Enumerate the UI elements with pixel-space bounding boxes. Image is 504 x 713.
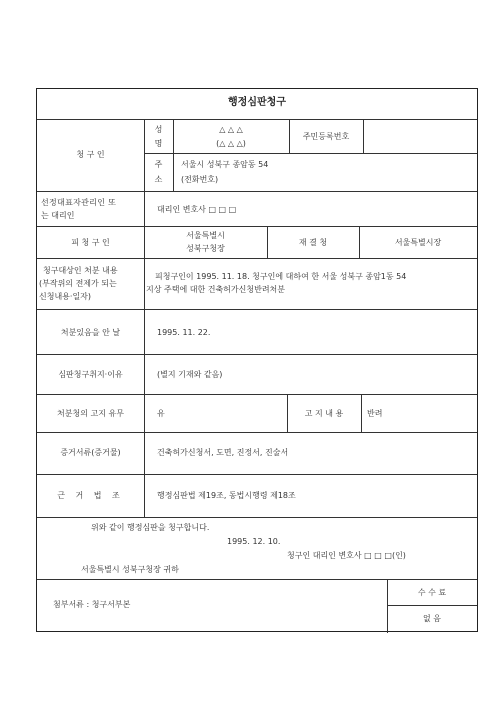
address-value: 서울시 성북구 종암동 54 <box>181 160 269 169</box>
respondent-value: 서울특별시 <box>186 231 225 240</box>
fee-value: 없 음 <box>423 614 441 623</box>
name-value: △ △ △ <box>219 125 243 134</box>
notice-content-value: 반려 <box>367 409 383 418</box>
notice-value: 유 <box>157 409 165 418</box>
row-divider <box>37 226 477 227</box>
authority-label: 재 결 청 <box>298 238 328 247</box>
signer-line: 청구인 대리인 변호사 □ □ □(인) <box>287 551 406 560</box>
col-divider <box>363 119 364 153</box>
form-title: 행정심판청구 <box>228 97 286 108</box>
authority-value: 서울특별시장 <box>394 238 442 247</box>
col-divider <box>361 394 362 432</box>
legal-basis-label: 근 거 법 조 <box>57 491 124 500</box>
address-label: 소 <box>154 175 163 184</box>
known-date-label: 처분있음을 안 날 <box>60 328 121 337</box>
known-date-value: 1995. 11. 22. <box>157 328 211 337</box>
representative-label: 선정대표자관리인 또 <box>41 198 117 207</box>
addressee-line: 서울특별시 성북구청장 귀하 <box>81 565 179 574</box>
name-label: 명 <box>154 139 163 148</box>
respondent-value: 성북구청장 <box>186 244 225 253</box>
representative-value: 대리인 변호사 □ □ □ <box>157 205 237 214</box>
claimant-label: 청 구 인 <box>76 150 105 159</box>
row-divider <box>37 432 477 433</box>
legal-basis-value: 행정심판법 제19조, 동법시행령 제18조 <box>157 491 296 500</box>
row-divider <box>37 258 477 259</box>
representative-label: 는 대리인 <box>41 211 75 220</box>
row-divider <box>37 119 477 120</box>
address-label: 주 <box>154 160 163 169</box>
subject-label: (부작위의 전제가 되는 <box>39 279 117 288</box>
row-divider <box>387 605 477 606</box>
evidence-value: 건축허가신청서, 도면, 진정서, 진술서 <box>157 448 289 457</box>
row-divider <box>144 153 477 154</box>
petition-form <box>36 88 478 632</box>
statement-text: 위와 같이 행정심판을 청구합니다. <box>91 523 210 532</box>
name-label: 성 <box>154 125 163 134</box>
respondent-label: 피 청 구 인 <box>71 238 110 247</box>
row-divider <box>37 474 477 475</box>
fee-label: 수 수 료 <box>417 588 447 597</box>
attachment-label: 첨부서류 : 청구서부본 <box>53 600 131 609</box>
notice-label: 처분청의 고지 유무 <box>57 409 124 418</box>
notice-content-label: 고 지 내 용 <box>304 409 344 418</box>
evidence-label: 증거서류(증거물) <box>60 448 121 457</box>
purpose-label: 심판청구취지·이유 <box>58 370 123 379</box>
id-number-label: 주민등록번호 <box>302 132 350 141</box>
subject-value: 피청구인이 1995. 11. 18. 청구인에 대하여 한 서울 성북구 종암1동 54 <box>155 272 407 281</box>
phone-value: (전화번호) <box>181 175 219 184</box>
subject-label: 청구대상인 처분 내용 <box>43 266 118 275</box>
row-divider <box>37 394 477 395</box>
row-divider <box>37 309 477 310</box>
subject-label: 신청내용·일자) <box>39 292 92 301</box>
purpose-value: (별지 기재와 같음) <box>157 370 223 379</box>
row-divider <box>37 354 477 355</box>
row-divider <box>37 191 477 192</box>
subject-value: 지상 주택에 대한 건축허가신청반려처분 <box>146 285 286 294</box>
row-divider <box>37 579 477 580</box>
row-divider <box>37 517 477 518</box>
name-value: (△ △ △) <box>216 139 246 148</box>
statement-date: 1995. 12. 10. <box>227 537 281 546</box>
